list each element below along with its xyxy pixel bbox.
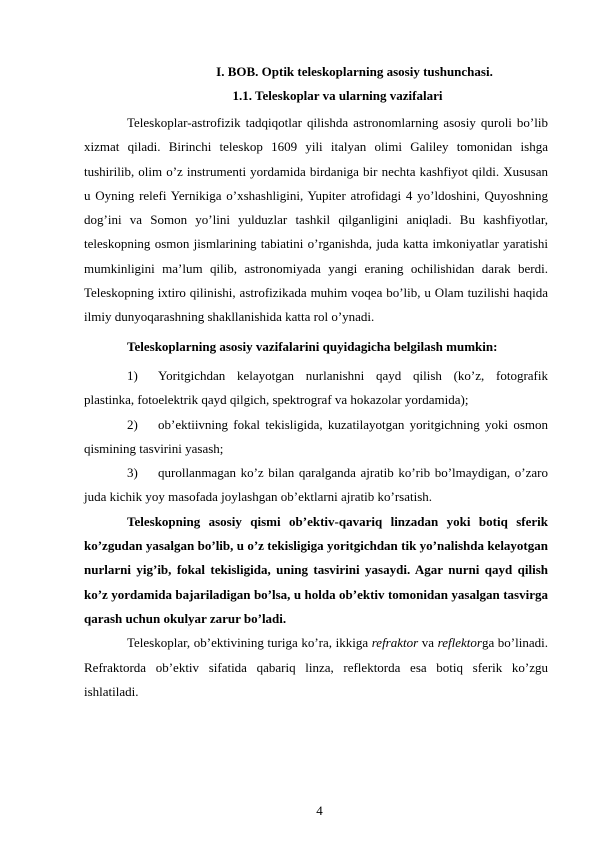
list-item-number: 1): [127, 367, 138, 383]
chapter-title: I. BOB. Optik teleskoplarning asosiy tushunchasi.: [216, 64, 493, 79]
closing-text-part1: Teleskoplar, ob’ektivining turiga ko’ra, ikkiga: [127, 635, 372, 651]
functions-heading: Teleskoplarning asosiy vazifalarini quyidagicha belgilash mumkin:: [127, 338, 498, 354]
list-item-text: ob’ektiivning fokal tekisligida, kuzatilayotgan yoritgichning yoki osmon qismining tasvirini yasash;: [84, 416, 548, 456]
bold-paragraph: Teleskopning asosiy qismi ob’ektiv-qavariq linzadan yoki botiq sferik ko’zgudan yasalgan bo’lib, u o’z tekisligiga yoritgichdan tik yo’nalishda kelayotgan nurlarni yig’ib, fokal tekisligida, uning tasvirini yasaydi. Agar nurni qayd qilish ko’z yordamida bajariladigan bo’lsa, u holda ob’ektiv tomonidan yasalgan tasvirga qarash uchun okulyar zarur bo’ladi.: [84, 513, 548, 626]
list-item-text: qurollanmagan ko’z bilan qaralganda ajratib ko’rib bo’lmaydigan, o’zaro juda kichik yoy masofada joylashgan ob’ektlarni ajratib ko’rsatish.: [84, 465, 548, 505]
list-item-text: Yoritgichdan kelayotgan nurlanishni qayd qilish (ko’z, fotografik plastinka, fotoelektrik qayd qilgich, spektrograf va hokazolar yordamida);: [84, 367, 548, 408]
closing-text-part2: va: [418, 635, 438, 651]
list-item-number: 3): [127, 465, 138, 481]
list-item: [84, 364, 548, 413]
page-number: 4: [316, 803, 323, 818]
closing-text-part3: ga bo’linadi. Refraktorda ob’ektiv sifatida qabariq linza, reflektorda esa botiq sferik ko’zgu ishlatiladi.: [84, 635, 548, 699]
refraktor-term: refraktor: [371, 635, 419, 651]
section-title: 1.1. Teleskoplar va ularning vazifalari: [232, 88, 443, 103]
list-item: [84, 461, 548, 510]
reflektor-term: reflektor: [437, 635, 482, 651]
intro-paragraph: Teleskoplar-astrofizik tadqiqotlar qilishda astronomlarning asosiy quroli bo’lib xizmat qiladi. Birinchi teleskop 1609 yili italyan olimi Galiley tomonidan ishga tushirilib, olim o’z instrumenti yordamida birdaniga bir nechta kashfiyot qildi. Xususan u Oyning relefi Yernikiga o’xshashligini, Yupiter atrofidagi 4 yo’ldoshini, Quyoshning dog’ini va Somon yo’lini yulduzlar tashkil qilganligini aniqladi. Bu kashfiyotlar, teleskopning osmon jismlarining tabiatini o’rganishda, juda katta imkoniyatlar yaratishi mumkinligini ma’lum qilib, astronomiyada yangi eraning ochilishidan darak berdi. Teleskopning ixtiro qilinishi, astrofizikada muhim voqea bo’lib, u Olam tuzilishi haqida ilmiy dunyoqarashning shakllanishida katta rol o’ynadi.: [84, 115, 548, 325]
closing-paragraph: [84, 631, 548, 704]
body-text: [84, 111, 548, 704]
list-item: [84, 413, 548, 462]
list-item-number: 2): [127, 416, 138, 432]
